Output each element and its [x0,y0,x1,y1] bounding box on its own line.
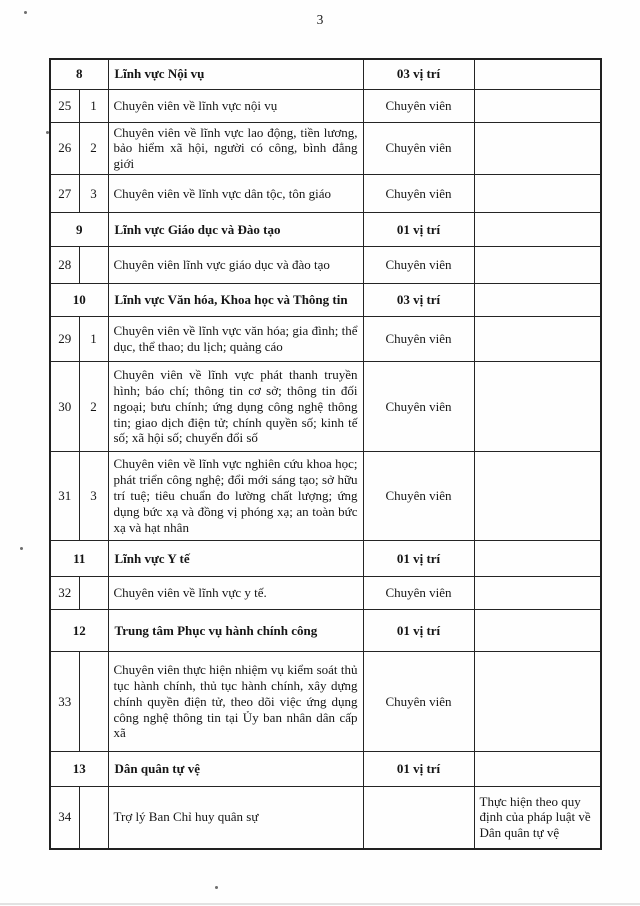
row-number: 31 [50,452,79,541]
section-positions: 01 vị trí [363,213,474,247]
row-number: 27 [50,175,79,213]
section-positions: 01 vị trí [363,752,474,787]
section-number: 11 [50,541,108,577]
row-sub-number [79,577,108,610]
table-row [50,652,601,752]
row-note [474,362,601,452]
row-note [474,577,601,610]
section-row [50,541,601,577]
section-row [50,59,601,89]
row-note [474,175,601,213]
scan-speck [20,547,23,550]
table-row [50,122,601,175]
row-rank: Chuyên viên [363,175,474,213]
row-rank: Chuyên viên [363,652,474,752]
row-description: Chuyên viên thực hiện nhiệm vụ kiểm soát thủ tục hành chính, thủ tục hành chính, xây dựng chính quyền điện tử, theo dõi việc ứng dụng công nghệ thông tin tại Ủy ban nhân dân cấp xã [108,652,363,752]
section-title: Lĩnh vực Văn hóa, Khoa học và Thông tin [108,284,363,317]
row-number: 26 [50,122,79,175]
section-number: 8 [50,59,108,89]
row-description: Trợ lý Ban Chỉ huy quân sự [108,787,363,849]
section-row [50,752,601,787]
section-row [50,284,601,317]
row-note [474,652,601,752]
row-sub-number: 3 [79,175,108,213]
section-row [50,213,601,247]
section-positions: 03 vị trí [363,59,474,89]
row-rank: Chuyên viên [363,122,474,175]
row-description: Chuyên viên về lĩnh vực nội vụ [108,89,363,122]
row-description: Chuyên viên về lĩnh vực lao động, tiền lương, bảo hiểm xã hội, người có công, bình đẳng giới [108,122,363,175]
section-number: 12 [50,610,108,652]
row-description: Chuyên viên về lĩnh vực phát thanh truyền hình; báo chí; thông tin cơ sở; thông tin đối ngoại; bưu chính; ứng dụng công nghệ thông tin; giao dịch điện tử; chính quyền số; kinh tế số; xã hội số; chuyển đổi số [108,362,363,452]
table-row [50,452,601,541]
row-description: Chuyên viên về lĩnh vực văn hóa; gia đình; thể dục, thể thao; du lịch; quảng cáo [108,317,363,362]
row-rank: Chuyên viên [363,89,474,122]
row-rank: Chuyên viên [363,452,474,541]
section-note [474,213,601,247]
section-note [474,610,601,652]
table-row [50,577,601,610]
row-number: 28 [50,247,79,284]
section-positions: 03 vị trí [363,284,474,317]
row-number: 29 [50,317,79,362]
section-positions: 01 vị trí [363,610,474,652]
section-note [474,284,601,317]
section-row [50,610,601,652]
section-title: Lĩnh vực Y tế [108,541,363,577]
section-note [474,59,601,89]
table-row [50,362,601,452]
row-number: 25 [50,89,79,122]
row-number: 34 [50,787,79,849]
row-description: Chuyên viên về lĩnh vực dân tộc, tôn giáo [108,175,363,213]
row-number: 30 [50,362,79,452]
row-rank: Chuyên viên [363,317,474,362]
section-note [474,752,601,787]
row-number: 32 [50,577,79,610]
section-title: Lĩnh vực Nội vụ [108,59,363,89]
scan-edge-line [0,903,640,905]
section-note [474,541,601,577]
row-note [474,247,601,284]
row-sub-number: 2 [79,122,108,175]
section-number: 9 [50,213,108,247]
row-note: Thực hiện theo quy định của pháp luật về Dân quân tự vệ [474,787,601,849]
row-sub-number: 2 [79,362,108,452]
row-rank [363,787,474,849]
row-description: Chuyên viên lĩnh vực giáo dục và đào tạo [108,247,363,284]
row-sub-number: 1 [79,89,108,122]
row-rank: Chuyên viên [363,247,474,284]
table-row [50,175,601,213]
row-rank: Chuyên viên [363,362,474,452]
row-sub-number: 3 [79,452,108,541]
scan-speck [215,886,218,889]
table-row [50,787,601,849]
scan-speck [46,131,49,134]
row-description: Chuyên viên về lĩnh vực y tế. [108,577,363,610]
positions-table [49,58,602,850]
page-number: 3 [316,12,324,27]
section-title: Dân quân tự vệ [108,752,363,787]
row-rank: Chuyên viên [363,577,474,610]
table-row [50,247,601,284]
row-sub-number [79,247,108,284]
row-note [474,89,601,122]
row-sub-number: 1 [79,317,108,362]
table-row [50,317,601,362]
section-number: 10 [50,284,108,317]
section-title: Trung tâm Phục vụ hành chính công [108,610,363,652]
row-description: Chuyên viên về lĩnh vực nghiên cứu khoa học; phát triển công nghệ; đổi mới sáng tạo; sở hữu trí tuệ; tiêu chuẩn đo lường chất lượng; ứng dụng bức xạ và đồng vị phóng xạ; an toàn bức xạ và hạt nhân [108,452,363,541]
scan-speck [24,11,27,14]
section-title: Lĩnh vực Giáo dục và Đào tạo [108,213,363,247]
row-note [474,122,601,175]
section-positions: 01 vị trí [363,541,474,577]
row-sub-number [79,652,108,752]
row-sub-number [79,787,108,849]
row-note [474,317,601,362]
row-note [474,452,601,541]
table-row [50,89,601,122]
row-number: 33 [50,652,79,752]
section-number: 13 [50,752,108,787]
